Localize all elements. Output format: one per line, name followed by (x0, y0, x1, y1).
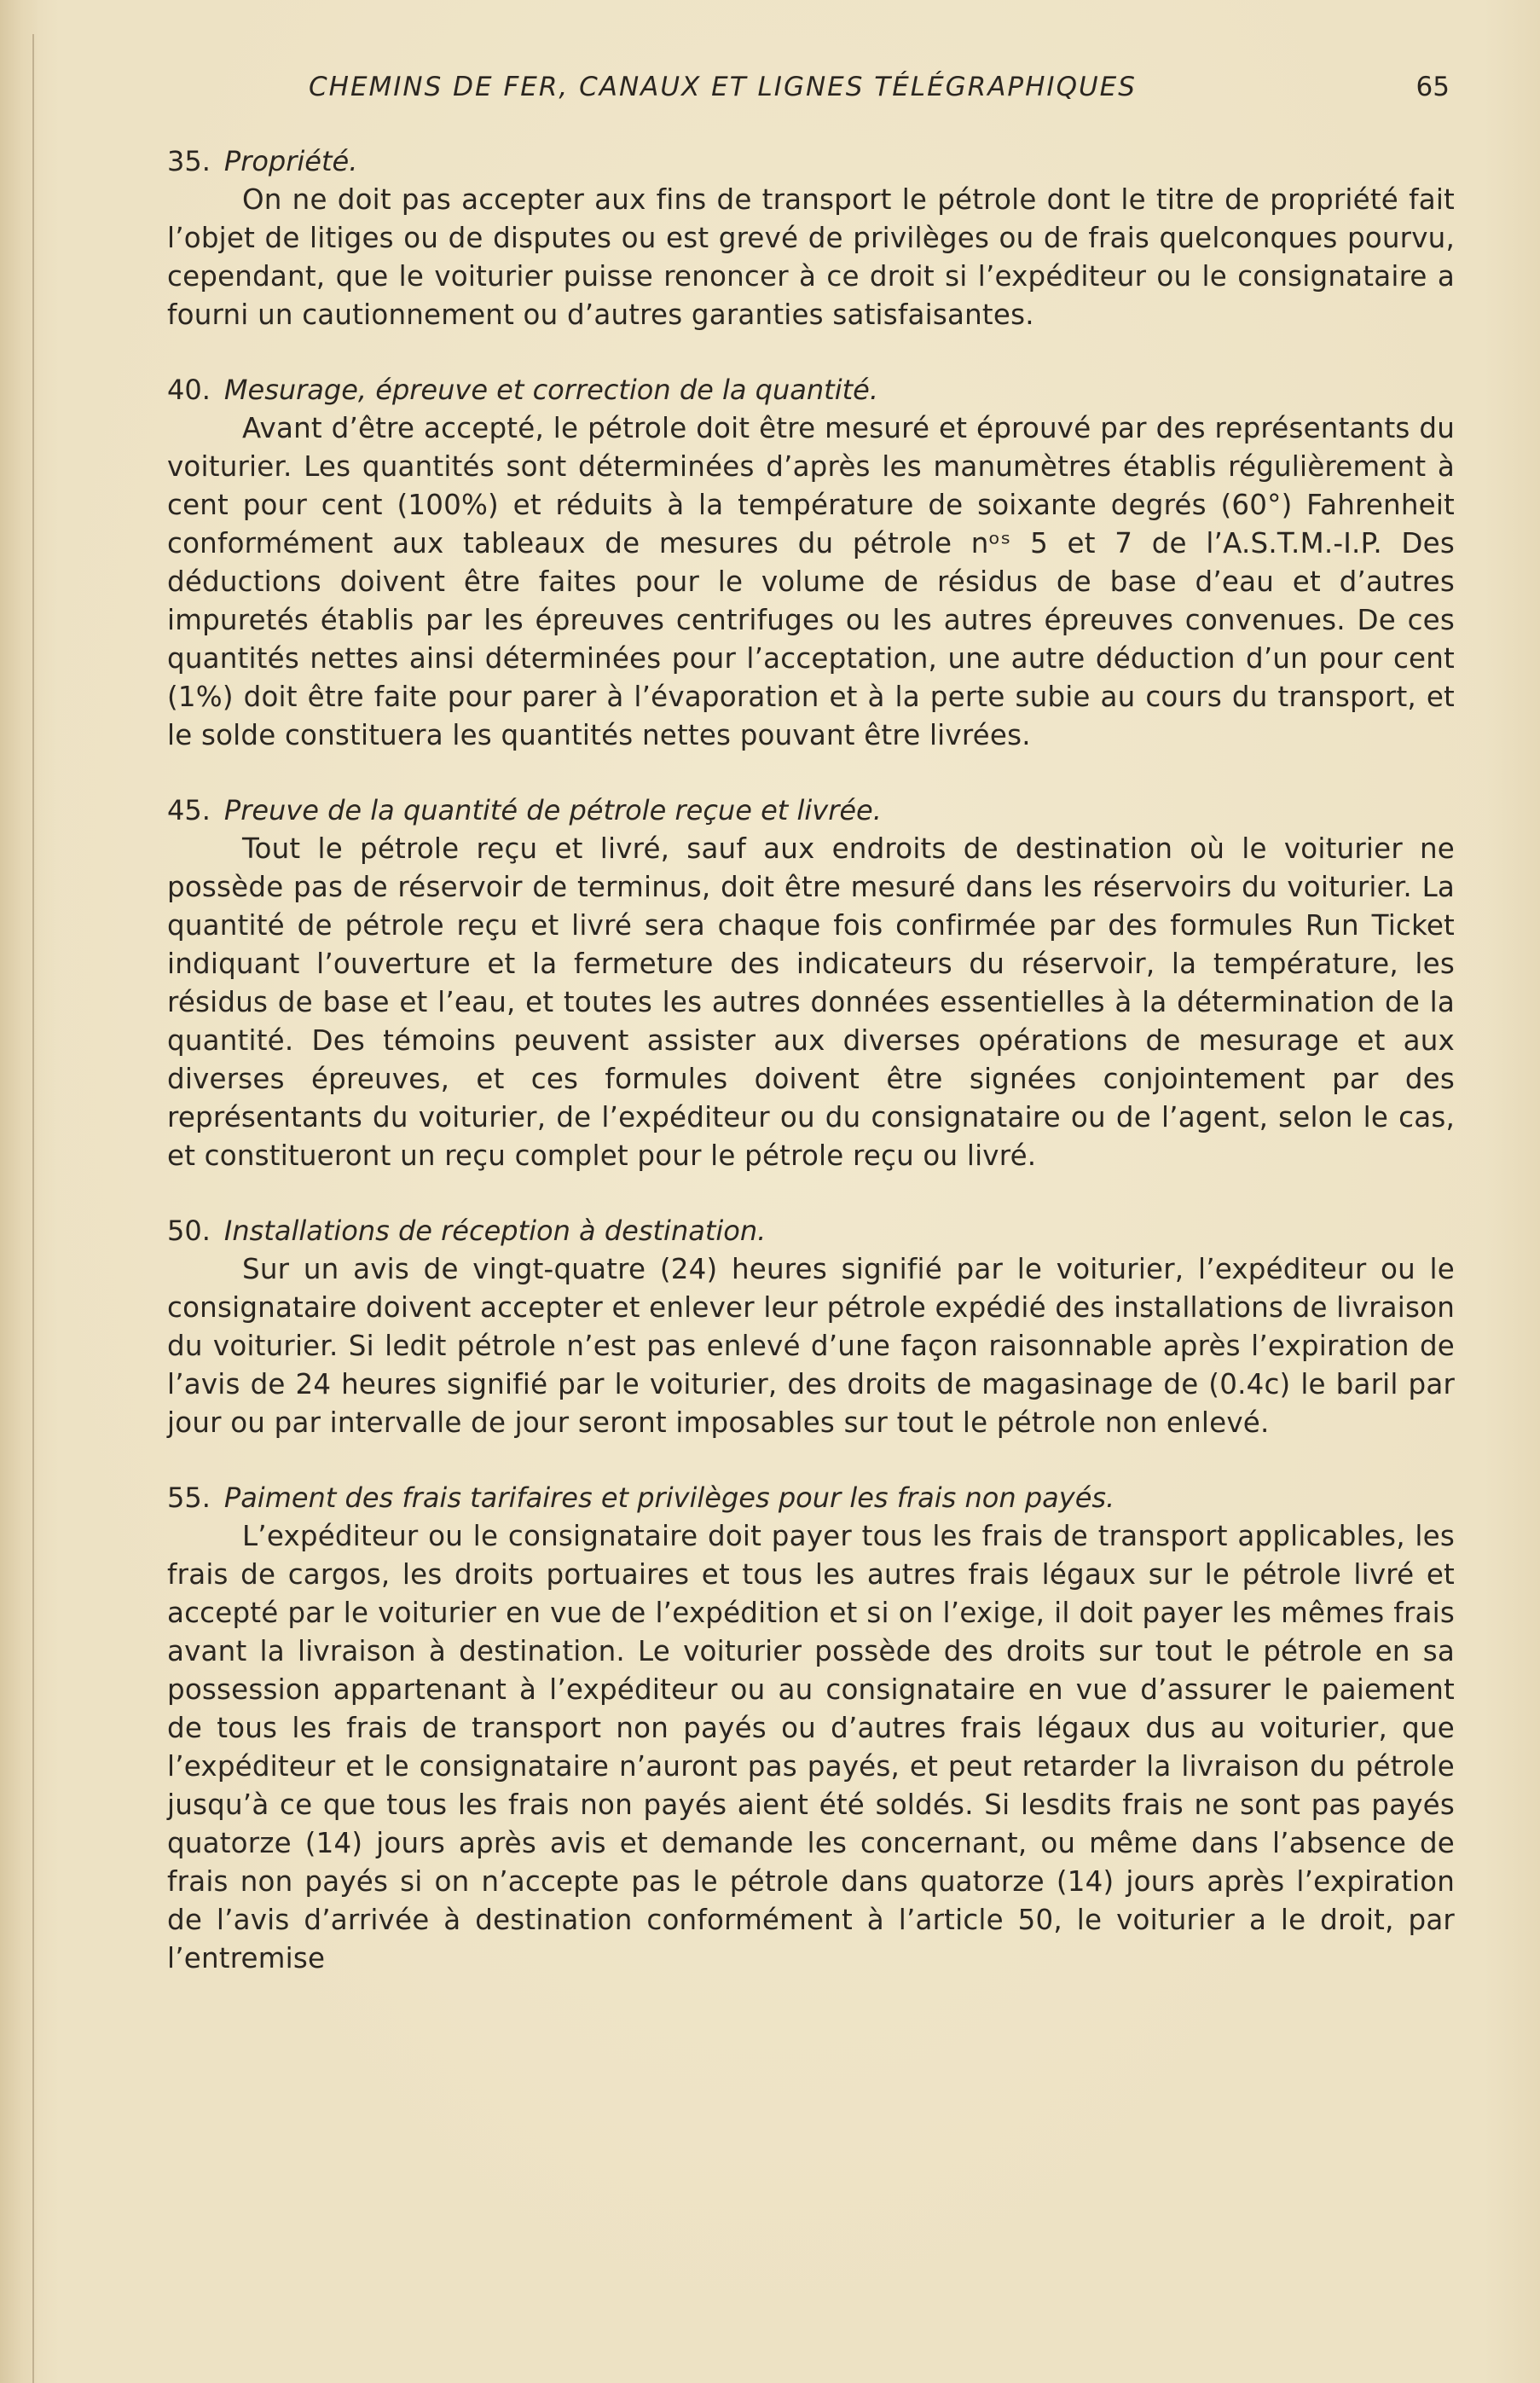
section-paragraph: L’expéditeur ou le consignataire doit payer tous les frais de transport applicables, les frais de cargos, les droits portuaires et tous les autres frais légaux sur le pétrole livré et accepté par le voiturier en vue de l’expédition et si on l’exige, il doit payer les mêmes frais avant la livraison à destination. Le voiturier possède des droits sur tout le pétrole en sa possession appartenant à l’expéditeur ou au consignataire en vue d’assurer le paiement de tous les frais de transport non payés ou d’autres frais légaux dus au voiturier, que l’expéditeur et le consignataire n’auront pas payés, et peut retarder la livraison du pétrole jusqu’à ce que tous les frais non payés aient été soldés. Si lesdits frais ne sont pas payés quatorze (14) jours après avis et demande les concernant, ou même dans l’absence de frais non payés si on n’accepte pas le pétrole dans quatorze (14) jours après l’expiration de l’avis d’arrivée à destination conformément à l’article 50, le voiturier a le droit, par l’entremise (167, 1520, 1455, 1974)
section-paragraph: On ne doit pas accepter aux fins de transport le pétrole dont le titre de propriété fait l’objet de litiges ou de disputes ou est grevé de privilèges ou de frais quelconques pourvu, cependant, que le voiturier puisse renoncer à ce droit si l’expéditeur ou le consignataire a fourni un cautionnement ou d’autres garanties satisfaisantes. (167, 183, 1455, 331)
running-title: CHEMINS DE FER, CANAUX ET LIGNES TÉLÉGRAPHIQUES (309, 72, 1137, 102)
section-heading (167, 370, 1455, 409)
section-paragraph: Tout le pétrole reçu et livré, sauf aux endroits de destination où le voiturier ne possède pas de réservoir de terminus, doit être mesuré dans les réservoirs du voiturier. La quantité de pétrole reçu et livré sera chaque fois confirmée par des formules Run Ticket indiquant l’ouverture et la fermeture des indicateurs du réservoir, la température, les résidus de base et l’eau, et toutes les autres données essentielles à la détermination de la quantité. Des témoins peuvent assister aux diverses opérations de mesurage et aux diverses épreuves, et ces formules doivent être signées conjointement par des représentants du voiturier, de l’expéditeur ou du consignataire ou de l’agent, selon le cas, et constitueront un reçu complet pour le pétrole reçu ou livré. (167, 832, 1455, 1172)
section-50 (167, 1211, 1455, 1442)
section-number: 45. (167, 794, 211, 826)
section-title: Preuve de la quantité de pétrole reçue et livrée. (223, 794, 882, 826)
section-title: Propriété. (223, 145, 358, 177)
section-number: 40. (167, 374, 211, 406)
section-55 (167, 1478, 1455, 1978)
page-number: 65 (1416, 72, 1450, 102)
section-heading (167, 1211, 1455, 1250)
section-heading (167, 142, 1455, 181)
section-heading (167, 1478, 1455, 1517)
section-title: Paiment des frais tarifaires et privilèges pour les frais non payés. (223, 1481, 1115, 1514)
section-heading (167, 791, 1455, 830)
section-number: 55. (167, 1481, 211, 1514)
section-35 (167, 142, 1455, 334)
section-title: Installations de réception à destination. (223, 1215, 767, 1247)
page-content (167, 142, 1455, 2014)
section-40 (167, 370, 1455, 755)
section-paragraph: Avant d’être accepté, le pétrole doit être mesuré et éprouvé par des représentants du voiturier. Les quantités sont déterminées d’après les manumètres établis régulièrement à cent pour cent (100%) et réduits à la température de soixante degrés (60°) Fahrenheit conformément aux tableaux de mesures du pétrole nᵒˢ 5 et 7 de l’A.S.T.M.-I.P. Des déductions doivent être faites pour le volume de résidus de base d’eau et d’autres impuretés établis par les épreuves centrifuges ou les autres épreuves convenues. De ces quantités nettes ainsi déterminées pour l’acceptation, une autre déduction d’un pour cent (1%) doit être faite pour parer à l’évaporation et à la perte subie au cours du transport, et le solde constituera les quantités nettes pouvant être livrées. (167, 412, 1455, 751)
running-head (167, 72, 1455, 113)
section-paragraph: Sur un avis de vingt-quatre (24) heures signifié par le voiturier, l’expéditeur ou le consignataire doivent accepter et enlever leur pétrole expédié des installations de livraison du voiturier. Si ledit pétrole n’est pas enlevé d’une façon raisonnable après l’expiration de l’avis de 24 heures signifié par le voiturier, des droits de magasinage de (0.4c) le baril par jour ou par intervalle de jour seront imposables sur tout le pétrole non enlevé. (167, 1253, 1455, 1439)
section-number: 35. (167, 145, 211, 177)
section-45 (167, 791, 1455, 1175)
section-number: 50. (167, 1215, 211, 1247)
section-title: Mesurage, épreuve et correction de la quantité. (223, 374, 878, 406)
page-binding-line (32, 34, 34, 2383)
